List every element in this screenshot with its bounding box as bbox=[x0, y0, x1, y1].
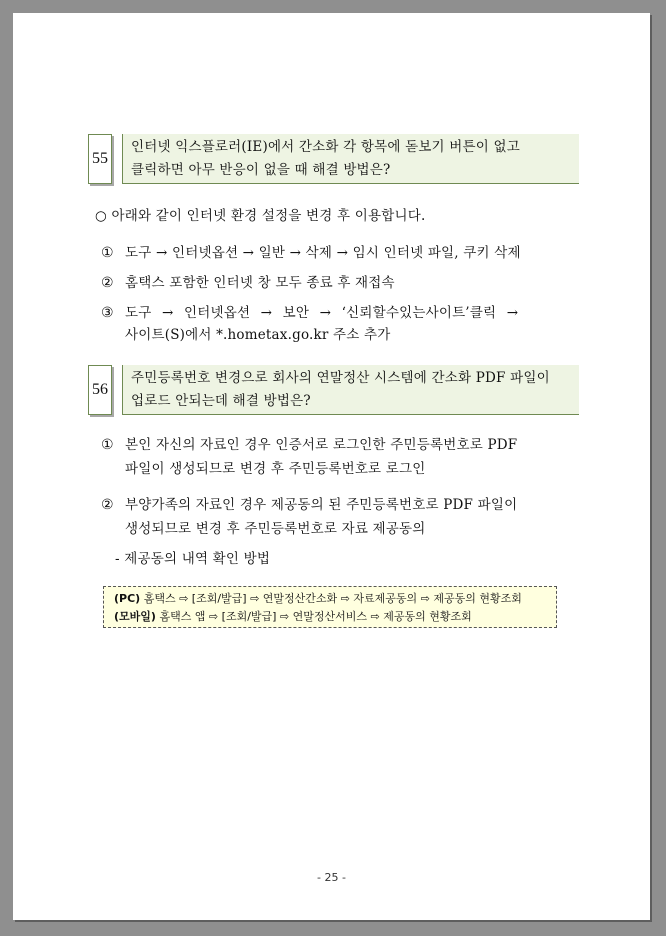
step-text-continued: 파일이 생성되므로 변경 후 주민등록번호로 로그인 bbox=[125, 461, 426, 477]
step-text: 홈택스 포함한 인터넷 창 모두 종료 후 재접속 bbox=[125, 275, 395, 291]
question-text bbox=[122, 134, 579, 184]
answer-intro: ○ 아래와 같이 인터넷 환경 설정을 변경 후 이용합니다. bbox=[95, 208, 426, 224]
question-line-1: 인터넷 익스플로러(IE)에서 간소화 각 항목에 돋보기 버튼이 없고 bbox=[131, 139, 520, 155]
question-line-2: 업로드 안되는데 해결 방법은? bbox=[131, 393, 311, 409]
pc-path bbox=[114, 590, 556, 608]
step-text: 부양가족의 자료인 경우 제공동의 된 주민등록번호로 PDF 파일이 bbox=[125, 497, 518, 513]
step-text-continued: 사이트(S)에서 *.hometax.go.kr 주소 추가 bbox=[125, 327, 391, 343]
step-text: 본인 자신의 자료인 경우 인증서로 로그인한 주민등록번호로 PDF bbox=[125, 437, 518, 453]
step-marker: ③ bbox=[101, 305, 114, 321]
step-text-continued: 생성되므로 변경 후 주민등록번호로 자료 제공동의 bbox=[125, 521, 426, 537]
question-55-box bbox=[88, 134, 579, 184]
mobile-path-text: 홈택스 앱 ⇨ [조회/발급] ⇨ 연말정산서비스 ⇨ 제공동의 현황조회 bbox=[159, 610, 472, 623]
pc-path-text: 홈택스 ⇨ [조회/발급] ⇨ 연말정산간소화 ⇨ 자료제공동의 ⇨ 제공동의 현황조회 bbox=[143, 592, 522, 605]
question-text bbox=[122, 365, 579, 415]
step-text: 도구 → 인터넷옵션 → 보안 → ‘신뢰할수있는사이트’클릭 → bbox=[125, 305, 519, 321]
step-marker: ② bbox=[101, 497, 114, 513]
question-56-box bbox=[88, 365, 579, 415]
question-line-2: 클릭하면 아무 반응이 없을 때 해결 방법은? bbox=[131, 162, 391, 178]
step-marker: ① bbox=[101, 437, 114, 453]
sub-heading: - 제공동의 내역 확인 방법 bbox=[115, 551, 271, 567]
step-text: 도구 → 인터넷옵션 → 일반 → 삭제 → 임시 인터넷 파일, 쿠키 삭제 bbox=[125, 245, 521, 261]
mobile-label: (모바일) bbox=[114, 610, 156, 623]
step-marker: ① bbox=[101, 245, 114, 261]
document-page bbox=[13, 13, 650, 920]
mobile-path bbox=[114, 608, 556, 626]
question-number: 55 bbox=[88, 134, 112, 184]
pc-label: (PC) bbox=[114, 592, 141, 605]
question-number: 56 bbox=[88, 365, 112, 415]
step-marker: ② bbox=[101, 275, 114, 291]
consent-path-box bbox=[103, 586, 557, 628]
page-number: - 25 - bbox=[317, 871, 346, 884]
question-line-1: 주민등록번호 변경으로 회사의 연말정산 시스템에 간소화 PDF 파일이 bbox=[131, 370, 550, 386]
